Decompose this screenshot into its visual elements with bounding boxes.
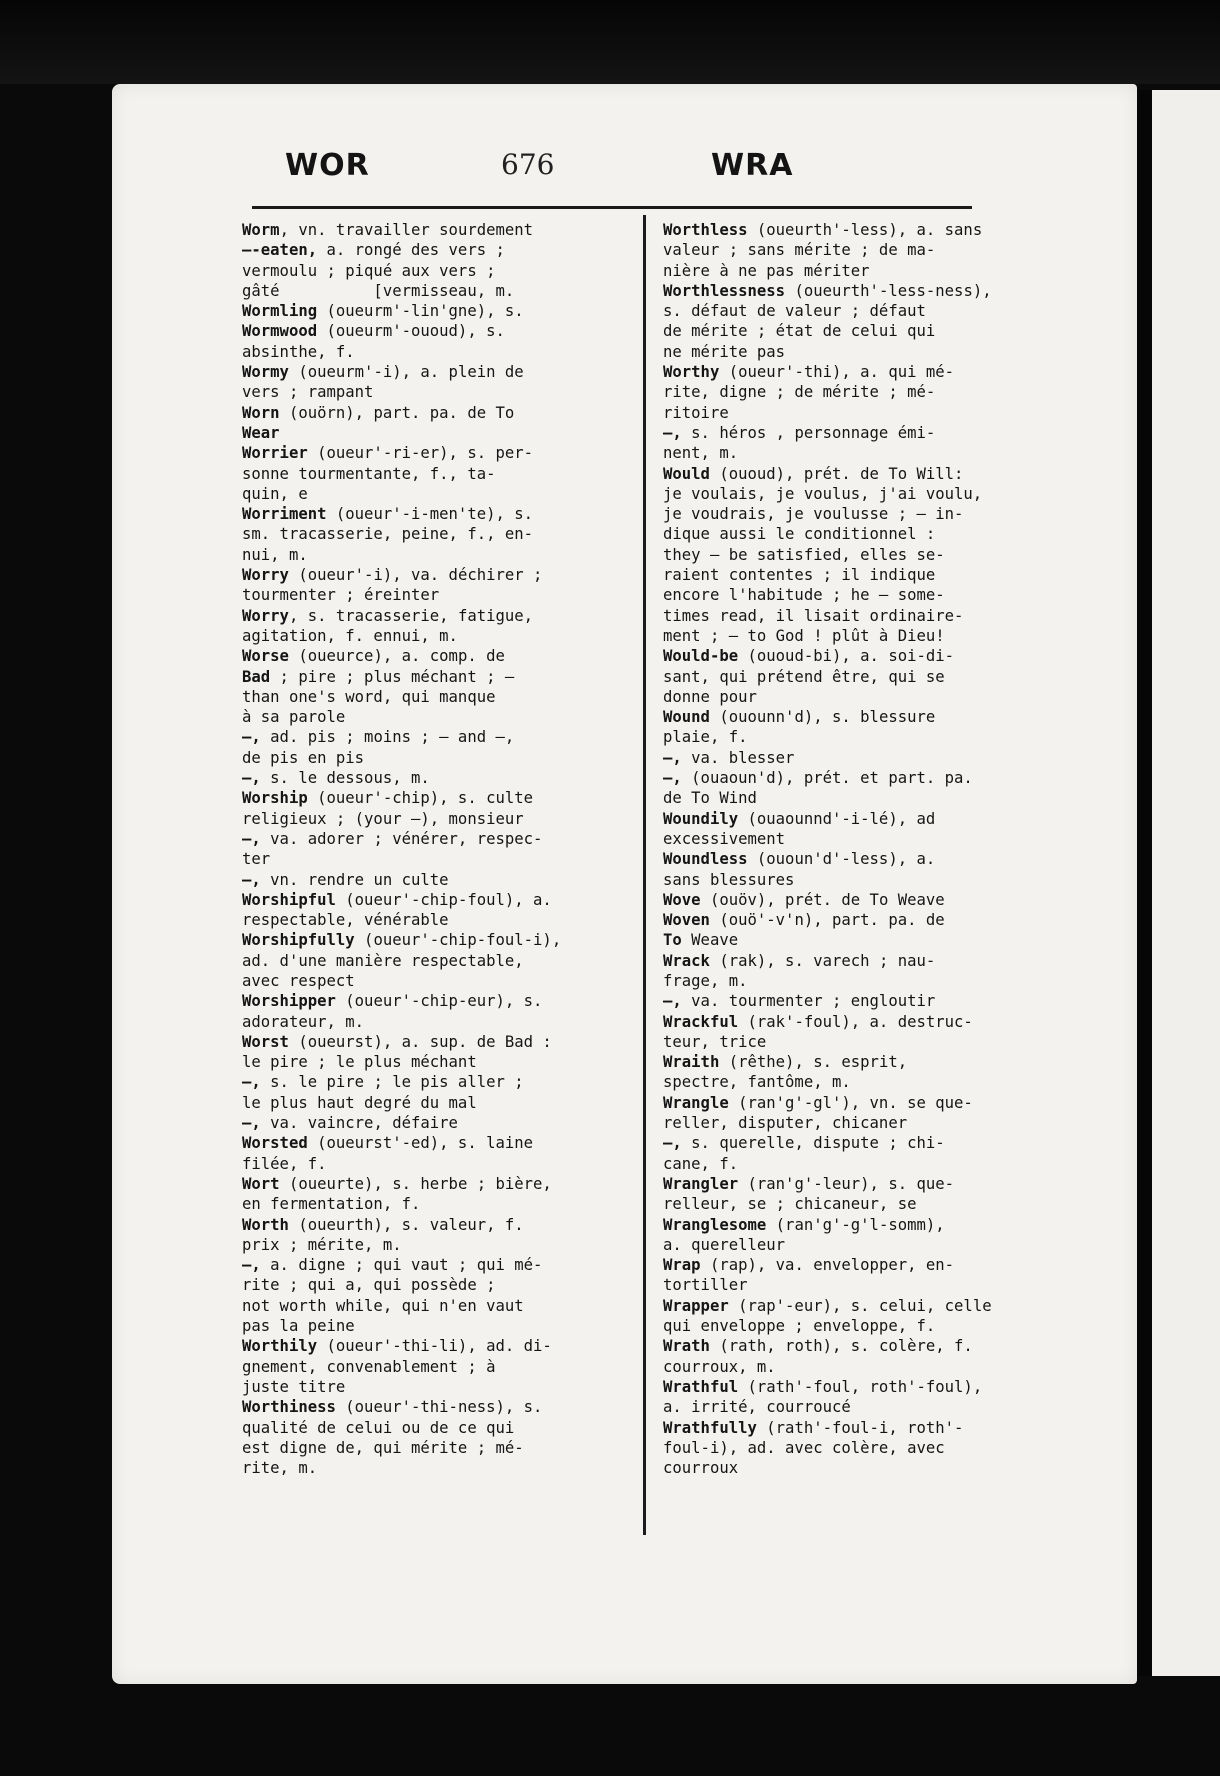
entry-line: le pire ; le plus méchant: [242, 1053, 477, 1072]
entry-line: Worthlessness (oueurth'-less-ness),: [663, 281, 992, 300]
entry-line: Wrap (rap), va. envelopper, en-: [663, 1256, 955, 1275]
entry-line: ne mérite pas: [663, 342, 786, 361]
entry-line: Worry (oueur'-i), va. déchirer ;: [242, 566, 543, 585]
entry-line: Worshipful (oueur'-chip-foul), a.: [242, 890, 552, 909]
entry-line: not worth while, qui n'en vaut: [242, 1296, 524, 1315]
entry-line: rite, digne ; de mérite ; mé-: [663, 383, 936, 402]
entry-line: —, va. tourmenter ; engloutir: [663, 992, 936, 1011]
entry-line: Wormling (oueurm'-lin'gne), s.: [242, 302, 524, 321]
entry-line: Worthless (oueurth'-less), a. sans: [663, 221, 983, 239]
entry-line: Worn (ouörn), part. pa. de To: [242, 403, 515, 422]
right-column-entries: [663, 220, 1053, 1478]
entry-line: courroux, m.: [663, 1357, 776, 1376]
entry-line: a. irrité, courroucé: [663, 1398, 851, 1417]
entry-line: Worth (oueurth), s. valeur, f.: [242, 1215, 524, 1234]
entry-line: Wrath (rath, roth), s. colère, f.: [663, 1337, 973, 1356]
entry-line: Bad ; pire ; plus méchant ; —: [242, 667, 515, 686]
header-rule: [252, 206, 972, 209]
entry-line: adorateur, m.: [242, 1012, 365, 1031]
entry-line: ritoire: [663, 403, 729, 422]
entry-line: donne pour: [663, 687, 757, 706]
entry-line: —, s. héros , personnage émi-: [663, 423, 936, 442]
entry-line: tourmenter ; éreinter: [242, 586, 440, 605]
scan-gutter: [1136, 90, 1152, 1676]
entry-line: —, va. adorer ; vénérer, respec-: [242, 829, 543, 848]
entry-line: valeur ; sans mérite ; de ma-: [663, 241, 936, 260]
entry-line: relleur, se ; chicaneur, se: [663, 1195, 917, 1214]
entry-line: Worm, vn. travailler sourdement: [242, 221, 534, 239]
entry-line: rite, m.: [242, 1459, 318, 1478]
entry-line: Wrangler (ran'g'-leur), s. que-: [663, 1174, 955, 1193]
entry-line: Wrapper (rap'-eur), s. celui, celle: [663, 1296, 992, 1315]
entry-line: spectre, fantôme, m.: [663, 1073, 851, 1092]
entry-line: cane, f.: [663, 1154, 739, 1173]
entry-line: Wormwood (oueurm'-ououd), s.: [242, 322, 505, 341]
entry-line: dique aussi le conditionnel :: [663, 525, 936, 544]
entry-line: ad. d'une manière respectable,: [242, 951, 524, 970]
entry-line: Worse (oueurce), a. comp. de: [242, 647, 505, 666]
entry-line: To Weave: [663, 931, 739, 950]
entry-line: —, ad. pis ; moins ; — and —,: [242, 728, 515, 747]
entry-line: reller, disputer, chicaner: [663, 1114, 908, 1133]
entry-line: Worrier (oueur'-ri-er), s. per-: [242, 444, 534, 463]
entry-line: de mérite ; état de celui qui: [663, 322, 936, 341]
entry-line: sans blessures: [663, 870, 795, 889]
entry-line: absinthe, f.: [242, 342, 355, 361]
entry-line: vermoulu ; piqué aux vers ;: [242, 261, 496, 280]
entry-line: teur, trice: [663, 1032, 767, 1051]
entry-line: —, vn. rendre un culte: [242, 870, 449, 889]
entry-line: —, (ouaoun'd), prét. et part. pa.: [663, 769, 973, 788]
running-header: [113, 148, 900, 192]
entry-line: —, s. querelle, dispute ; chi-: [663, 1134, 945, 1153]
entry-line: Woundless (ououn'd'-less), a.: [663, 850, 936, 869]
page-number: 676: [501, 148, 555, 181]
entry-line: —-eaten, a. rongé des vers ;: [242, 241, 505, 260]
entry-line: est digne de, qui mérite ; mé-: [242, 1438, 524, 1457]
entry-line: Wrangle (ran'g'-gl'), vn. se que-: [663, 1093, 973, 1112]
entry-line: Worthily (oueur'-thi-li), ad. di-: [242, 1337, 552, 1356]
entry-line: Wort (oueurte), s. herbe ; bière,: [242, 1174, 552, 1193]
entry-line: gnement, convenablement ; à: [242, 1357, 496, 1376]
entry-line: foul-i), ad. avec colère, avec: [663, 1438, 945, 1457]
entry-line: de pis en pis: [242, 748, 365, 767]
entry-line: Wove (ouöv), prét. de To Weave: [663, 890, 945, 909]
entry-line: sm. tracasserie, peine, f., en-: [242, 525, 534, 544]
entry-line: —, s. le dessous, m.: [242, 769, 430, 788]
entry-line: qualité de celui ou de ce qui: [242, 1418, 515, 1437]
entry-line: avec respect: [242, 971, 355, 990]
entry-line: à sa parole: [242, 708, 346, 727]
entry-line: pas la peine: [242, 1317, 355, 1336]
entry-line: en fermentation, f.: [242, 1195, 421, 1214]
entry-line: Wranglesome (ran'g'-g'l-somm),: [663, 1215, 945, 1234]
entry-line: Wrathful (rath'-foul, roth'-foul),: [663, 1377, 983, 1396]
entry-line: frage, m.: [663, 971, 748, 990]
entry-line: le plus haut degré du mal: [242, 1093, 477, 1112]
entry-line: plaie, f.: [663, 728, 748, 747]
entry-line: —, va. vaincre, défaire: [242, 1114, 458, 1133]
entry-line: religieux ; (your —), monsieur: [242, 809, 524, 828]
entry-line: Wrathfully (rath'-foul-i, roth'-: [663, 1418, 964, 1437]
next-page-edge: [1152, 90, 1220, 1676]
entry-line: nent, m.: [663, 444, 739, 463]
entry-line: Wrack (rak), s. varech ; nau-: [663, 951, 936, 970]
entry-line: Worship (oueur'-chip), s. culte: [242, 789, 534, 808]
entry-line: —, va. blesser: [663, 748, 795, 767]
entry-line: a. querelleur: [663, 1235, 786, 1254]
entry-line: prix ; mérite, m.: [242, 1235, 402, 1254]
entry-line: tortiller: [663, 1276, 748, 1295]
entry-line: —, a. digne ; qui vaut ; qui mé-: [242, 1256, 543, 1275]
entry-line: qui enveloppe ; enveloppe, f.: [663, 1317, 936, 1336]
entry-line: Wormy (oueurm'-i), a. plein de: [242, 363, 524, 382]
entry-line: filée, f.: [242, 1154, 327, 1173]
entry-line: nui, m.: [242, 545, 308, 564]
entry-line: Woundily (ouaounnd'-i-lé), ad: [663, 809, 936, 828]
entry-line: agitation, f. ennui, m.: [242, 626, 458, 645]
entry-line: Wear: [242, 423, 280, 442]
entry-line: they — be satisfied, elles se-: [663, 545, 945, 564]
entry-line: ter: [242, 850, 271, 869]
entry-line: ment ; — to God ! plût à Dieu!: [663, 626, 945, 645]
entry-line: gâté [vermisseau, m.: [242, 281, 515, 300]
entry-line: vers ; rampant: [242, 383, 374, 402]
entry-line: sant, qui prétend être, qui se: [663, 667, 945, 686]
column-divider: [643, 215, 646, 1535]
entry-line: de To Wind: [663, 789, 757, 808]
entry-line: Worshipper (oueur'-chip-eur), s.: [242, 992, 543, 1011]
entry-line: Worriment (oueur'-i-men'te), s.: [242, 505, 534, 524]
left-guide-word: WOR: [285, 148, 370, 183]
entry-line: encore l'habitude ; he — some-: [663, 586, 945, 605]
entry-line: je voulais, je voulus, j'ai voulu,: [663, 484, 983, 503]
entry-line: Woven (ouö'-v'n), part. pa. de: [663, 911, 945, 930]
entry-line: Would-be (ououd-bi), a. soi-di-: [663, 647, 955, 666]
entry-line: Would (ououd), prét. de To Will:: [663, 464, 964, 483]
entry-line: Worsted (oueurst'-ed), s. laine: [242, 1134, 534, 1153]
entry-line: rite ; qui a, qui possède ;: [242, 1276, 496, 1295]
entry-line: —, s. le pire ; le pis aller ;: [242, 1073, 524, 1092]
right-guide-word: WRA: [711, 148, 794, 183]
entry-line: than one's word, qui manque: [242, 687, 496, 706]
entry-line: quin, e: [242, 484, 308, 503]
entry-line: Worshipfully (oueur'-chip-foul-i),: [242, 931, 562, 950]
scan-border-top: [0, 0, 1220, 84]
entry-line: je voudrais, je voulusse ; — in-: [663, 505, 964, 524]
entry-line: Wraith (rêthe), s. esprit,: [663, 1053, 908, 1072]
entry-line: Worthiness (oueur'-thi-ness), s.: [242, 1398, 543, 1417]
entry-line: respectable, vénérable: [242, 911, 449, 930]
left-column-entries: [242, 220, 632, 1478]
entry-line: juste titre: [242, 1377, 346, 1396]
entry-line: courroux: [663, 1459, 739, 1478]
entry-line: Wound (ouounn'd), s. blessure: [663, 708, 936, 727]
entry-line: Worthy (oueur'-thi), a. qui mé-: [663, 363, 955, 382]
entry-line: Worry, s. tracasserie, fatigue,: [242, 606, 534, 625]
entry-line: sonne tourmentante, f., ta-: [242, 464, 496, 483]
entry-line: excessivement: [663, 829, 786, 848]
entry-line: times read, il lisait ordinaire-: [663, 606, 964, 625]
entry-line: Wrackful (rak'-foul), a. destruc-: [663, 1012, 973, 1031]
entry-line: s. défaut de valeur ; défaut: [663, 302, 926, 321]
entry-line: nière à ne pas mériter: [663, 261, 870, 280]
entry-line: Worst (oueurst), a. sup. de Bad :: [242, 1032, 552, 1051]
entry-line: raient contentes ; il indique: [663, 566, 936, 585]
